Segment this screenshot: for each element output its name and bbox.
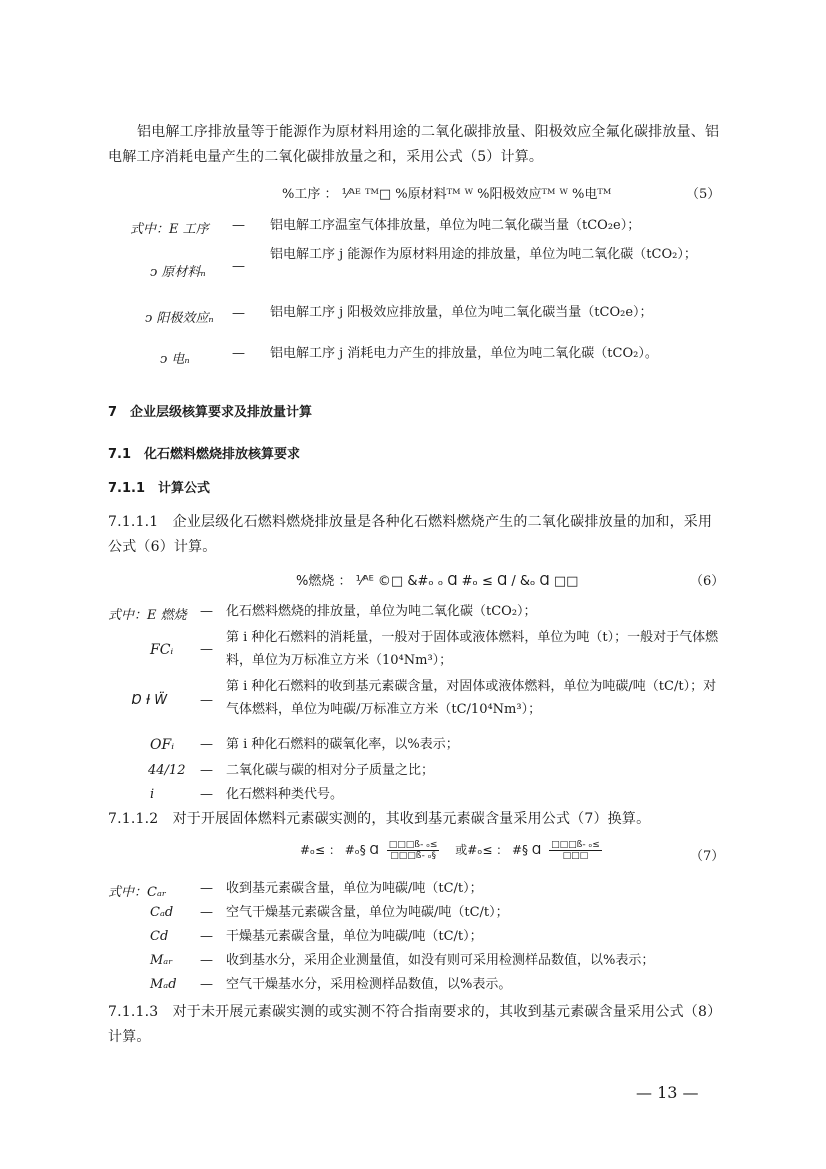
- def6-label-1: FCᵢ: [150, 642, 174, 658]
- formula-7-frac1-numerator: □□□ß- ₒ≤: [388, 840, 438, 850]
- def6-dash-5: —: [200, 787, 213, 802]
- formula-7: [300, 840, 606, 861]
- def7-label-2: Cd: [150, 929, 169, 944]
- section-7-1-heading: 7.1 化石燃料燃烧排放核算要求: [108, 447, 301, 462]
- def5-dash-2: —: [232, 306, 245, 321]
- def7-label-0: 式中：Cₐᵣ: [108, 885, 167, 900]
- formula-7-number: （7）: [690, 849, 725, 864]
- formula-7-frac2-denominator: □□□: [562, 851, 589, 861]
- formula-7-frac1-denominator: □□□ß- ₒ§: [390, 851, 436, 861]
- paragraph-7-1-1-3: 7.1.1.3 对于未开展元素碳实测的或实测不符合指南要求的，其收到基元素碳含量采用公式（8）计算。: [108, 1004, 722, 1045]
- def6-label-4: 44/12: [148, 763, 186, 778]
- def5-dash-3: —: [232, 346, 245, 361]
- def6-dash-4: —: [200, 763, 213, 778]
- def6-label-5: i: [150, 787, 155, 802]
- intro-paragraph: 铝电解工序排放量等于能源作为原材料用途的二氧化碳排放量、阳极效应全氟化碳排放量、铝电解工序消耗电量产生的二氧化碳排放量之和，采用公式（5）计算。: [108, 124, 720, 165]
- def6-desc-4: 二氧化碳与碳的相对分子质量之比；: [226, 763, 435, 778]
- def5-desc-0: 铝电解工序温室气体排放量，单位为吨二氧化碳当量（tCO₂e）；: [270, 218, 641, 233]
- def6-label-0: 式中：E 燃烧: [108, 608, 187, 623]
- def7-desc-4: 空气干燥基水分，采用检测样品数值，以%表示。: [226, 977, 512, 992]
- def7-desc-3: 收到基水分，采用企业测量值，如没有则可采用检测样品数值，以%表示；: [226, 953, 655, 968]
- def5-desc-1: 铝电解工序 j 能源作为原材料用途的排放量，单位为吨二氧化碳（tCO₂）；: [270, 247, 697, 262]
- def5-desc-2: 铝电解工序 j 阳极效应排放量，单位为吨二氧化碳当量（tCO₂e）；: [270, 305, 653, 320]
- page-number: — 13 —: [636, 1083, 699, 1102]
- def6-dash-1: —: [200, 642, 213, 657]
- def6-desc-2: 第 i 种化石燃料的收到基元素碳含量，对固体或液体燃料，单位为吨碳/吨（tC/t）；对气体燃料，单位为吨碳/万标准立方米（tC/10⁴Nm³）；: [226, 679, 717, 717]
- formula-7-or: 或#ₒ≤ ： #§ Ɑ: [455, 843, 542, 857]
- formula-7-frac2-numerator: □□□ß- ₒ≤: [551, 840, 600, 850]
- def5-label-2: ↄ 阳极效应ₙ: [145, 311, 214, 326]
- def7-label-3: Mₐᵣ: [150, 953, 173, 968]
- formula-5-number: （5）: [686, 187, 721, 202]
- def7-desc-0: 收到基元素碳含量，单位为吨碳/吨（tC/t）；: [226, 881, 483, 896]
- def7-desc-1: 空气干燥基元素碳含量，单位为吨碳/吨（tC/t）；: [226, 905, 509, 920]
- formula-6: %燃烧 ： ⅟ᴬᴱ ©□ &#ₒ ₒ Ɑ #ₒ ≤ Ɑ / &ₒ Ɑ □□: [296, 574, 579, 589]
- formula-6-number: （6）: [690, 574, 725, 589]
- formula-7-fraction-2: [549, 840, 602, 861]
- def7-desc-2: 干燥基元素碳含量，单位为吨碳/吨（tC/t）；: [226, 929, 483, 944]
- def7-dash-2: —: [200, 929, 213, 944]
- def6-desc-3: 第 i 种化石燃料的碳氧化率，以%表示；: [226, 737, 459, 752]
- def5-label-0: 式中：E 工序: [130, 222, 209, 237]
- def7-dash-1: —: [200, 905, 213, 920]
- def5-label-3: ↄ 电ₙ: [160, 352, 190, 367]
- paragraph-7-1-1-1: 7.1.1.1 企业层级化石燃料燃烧排放量是各种化石燃料燃烧产生的二氧化碳排放量的加和，采用公式（6）计算。: [108, 514, 713, 555]
- def6-dash-0: —: [200, 604, 213, 619]
- def7-dash-0: —: [200, 881, 213, 896]
- def6-desc-5: 化石燃料种类代号。: [226, 787, 344, 802]
- formula-7-left: #ₒ≤ ： #ₒ§ Ɑ: [300, 843, 379, 857]
- def6-desc-1: 第 i 种化石燃料的消耗量，一般对于固体或液体燃料，单位为吨（t）；一般对于气体燃料，单位为万标准立方米（10⁴Nm³）；: [226, 630, 719, 668]
- def5-dash-0: —: [232, 218, 245, 233]
- def7-dash-3: —: [200, 953, 213, 968]
- section-7-1-1-heading: 7.1.1 计算公式: [108, 481, 211, 496]
- paragraph-7-1-1-2: 7.1.1.2 对于开展固体燃料元素碳实测的，其收到基元素碳含量采用公式（7）换算。: [108, 811, 651, 827]
- def5-dash-1: —: [232, 259, 245, 274]
- formula-7-fraction-1: [387, 840, 440, 861]
- def6-dash-3: —: [200, 737, 213, 752]
- def6-dash-2: —: [200, 693, 213, 708]
- def7-label-1: Cₐd: [150, 905, 174, 920]
- def7-dash-4: —: [200, 977, 213, 992]
- def6-label-2: Ɒ Ɨ Ẅ: [132, 693, 168, 708]
- section-7-heading: 7 企业层级核算要求及排放量计算: [108, 405, 313, 420]
- formula-5: %工序 ： ⅟ᴬᴱ ᵀᴹ□ %原材料ᵀᴹ ᵂ %阳极效应ᵀᴹ ᵂ %电ᵀᴹ: [282, 187, 612, 202]
- def6-label-3: OFᵢ: [150, 737, 175, 753]
- def5-label-1: ↄ 原材料ₙ: [150, 265, 206, 280]
- def6-desc-0: 化石燃料燃烧的排放量，单位为吨二氧化碳（tCO₂）；: [226, 604, 537, 619]
- def5-desc-3: 铝电解工序 j 消耗电力产生的排放量，单位为吨二氧化碳（tCO₂）。: [270, 346, 658, 361]
- def7-label-4: Mₐd: [150, 977, 177, 992]
